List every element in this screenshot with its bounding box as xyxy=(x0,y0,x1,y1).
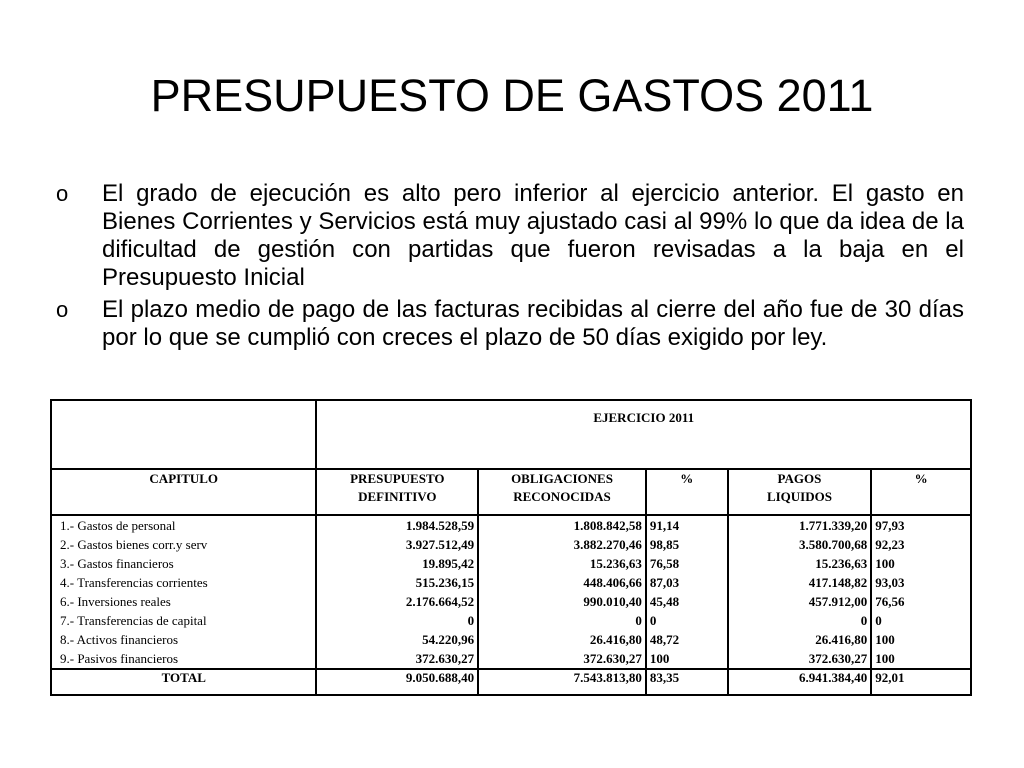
capitulo-cell: 7.- Transferencias de capital xyxy=(60,613,207,628)
bullet-item xyxy=(56,180,964,292)
header-pagos-line2: LIQUIDOS xyxy=(766,489,832,504)
pct-pagos-column xyxy=(871,515,971,669)
pagos-cell: 417.148,82 xyxy=(808,575,868,590)
pct-pagos-cell: 97,93 xyxy=(875,518,905,533)
pct-pagos-cell: 0 xyxy=(875,613,882,628)
capitulo-cell: 4.- Transferencias corrientes xyxy=(60,575,208,590)
capitulo-column xyxy=(51,515,316,669)
header-obligaciones-line1: OBLIGACIONES xyxy=(511,471,613,486)
pct-obligaciones-cell: 100 xyxy=(649,651,670,666)
presupuesto-cell: 2.176.664,52 xyxy=(405,594,475,609)
header-pct-pagos: % xyxy=(871,469,971,515)
header-presupuesto-line2: DEFINITIVO xyxy=(358,489,437,504)
obligaciones-cell: 3.882.270,46 xyxy=(573,537,642,552)
capitulo-cell: 3.- Gastos financieros xyxy=(60,556,174,571)
pct-obligaciones-cell: 98,85 xyxy=(649,537,680,552)
capitulo-cell: 9.- Pasivos financieros xyxy=(60,651,179,666)
pagos-cell: 26.416,80 xyxy=(815,632,868,647)
obligaciones-cell: 15.236,63 xyxy=(589,556,642,571)
capitulo-cell: 2.- Gastos bienes corr.y serv xyxy=(60,537,208,552)
pct-obligaciones-cell: 76,58 xyxy=(649,556,680,571)
presupuesto-cell: 1.984.528,59 xyxy=(405,518,475,533)
obligaciones-cell: 372.630,27 xyxy=(583,651,642,666)
header-capitulo: CAPITULO xyxy=(51,469,316,515)
presupuesto-cell: 0 xyxy=(467,613,475,628)
bullet-item xyxy=(56,296,964,352)
pct-obligaciones-cell: 45,48 xyxy=(649,594,680,609)
pct-pagos-cell: 100 xyxy=(875,632,895,647)
slide-title: PRESUPUESTO DE GASTOS 2011 xyxy=(150,70,874,121)
total-label: TOTAL xyxy=(51,669,316,695)
bullet-text: El plazo medio de pago de las facturas recibidas al cierre del año fue de 30 días por lo que se cumplió con creces el plazo de 50 días exigido por ley. xyxy=(102,296,964,351)
pagos-cell: 457.912,00 xyxy=(808,594,868,609)
total-pct-obligaciones: 83,35 xyxy=(646,669,728,695)
capitulo-cell: 8.- Activos financieros xyxy=(60,632,179,647)
column-header-row xyxy=(51,469,971,515)
header-pagos xyxy=(728,469,872,515)
obligaciones-cell: 990.010,40 xyxy=(583,594,642,609)
header-obligaciones xyxy=(478,469,646,515)
ejercicio-header: EJERCICIO 2011 xyxy=(316,400,971,469)
header-obligaciones-line2: RECONOCIDAS xyxy=(513,489,611,504)
pagos-cell: 372.630,27 xyxy=(808,651,868,666)
presupuesto-cell: 372.630,27 xyxy=(415,651,475,666)
obligaciones-cell: 1.808.842,58 xyxy=(573,518,642,533)
total-pagos: 6.941.384,40 xyxy=(728,669,872,695)
pagos-column xyxy=(728,515,872,669)
bullet-list xyxy=(56,180,964,356)
pct-pagos-cell: 92,23 xyxy=(875,537,905,552)
header-pct-obligaciones: % xyxy=(646,469,728,515)
presupuesto-column xyxy=(316,515,478,669)
presupuesto-cell: 515.236,15 xyxy=(415,575,475,590)
bullet-text: El grado de ejecución es alto pero inferior al ejercicio anterior. El gasto en Bienes Corrientes y Servicios está muy ajustado casi al 99% lo que da idea de la dificultad de gestión con partidas que fueron revisadas a la baja en el Presupuesto Inicial xyxy=(102,180,964,291)
pct-pagos-cell: 100 xyxy=(875,651,895,666)
pct-obligaciones-cell: 91,14 xyxy=(649,518,680,533)
obligaciones-cell: 0 xyxy=(635,613,642,628)
budget-table xyxy=(50,399,972,696)
chapters-body-row xyxy=(51,515,971,669)
obligaciones-column xyxy=(478,515,646,669)
pct-pagos-cell: 100 xyxy=(875,556,895,571)
pct-obligaciones-cell: 87,03 xyxy=(649,575,680,590)
pagos-cell: 1.771.339,20 xyxy=(799,518,868,533)
presupuesto-cell: 54.220,96 xyxy=(422,632,475,647)
total-presupuesto: 9.050.688,40 xyxy=(316,669,478,695)
presupuesto-cell: 19.895,42 xyxy=(422,556,475,571)
pct-pagos-cell: 76,56 xyxy=(875,594,905,609)
presupuesto-cell: 3.927.512,49 xyxy=(405,537,475,552)
capitulo-cell: 6.- Inversiones reales xyxy=(60,594,171,609)
empty-corner-cell xyxy=(51,400,316,469)
capitulo-cell: 1.- Gastos de personal xyxy=(60,518,176,533)
total-row xyxy=(51,669,971,695)
header-presupuesto-line1: PRESUPUESTO xyxy=(350,471,445,486)
bullet-circle-icon: o xyxy=(56,181,69,206)
header-pagos-line1: PAGOS xyxy=(777,471,822,486)
obligaciones-cell: 26.416,80 xyxy=(589,632,642,647)
pct-pagos-cell: 93,03 xyxy=(875,575,905,590)
group-header-row xyxy=(51,400,971,469)
pct-obligaciones-cell: 48,72 xyxy=(649,632,680,647)
header-presupuesto xyxy=(316,469,478,515)
pagos-cell: 15.236,63 xyxy=(815,556,868,571)
total-obligaciones: 7.543.813,80 xyxy=(478,669,646,695)
total-pct-pagos: 92,01 xyxy=(871,669,971,695)
pagos-cell: 0 xyxy=(860,613,868,628)
pct-obligaciones-cell: 0 xyxy=(649,613,657,628)
bullet-circle-icon: o xyxy=(56,297,69,322)
pct-obligaciones-column xyxy=(646,515,728,669)
pagos-cell: 3.580.700,68 xyxy=(799,537,868,552)
obligaciones-cell: 448.406,66 xyxy=(583,575,642,590)
